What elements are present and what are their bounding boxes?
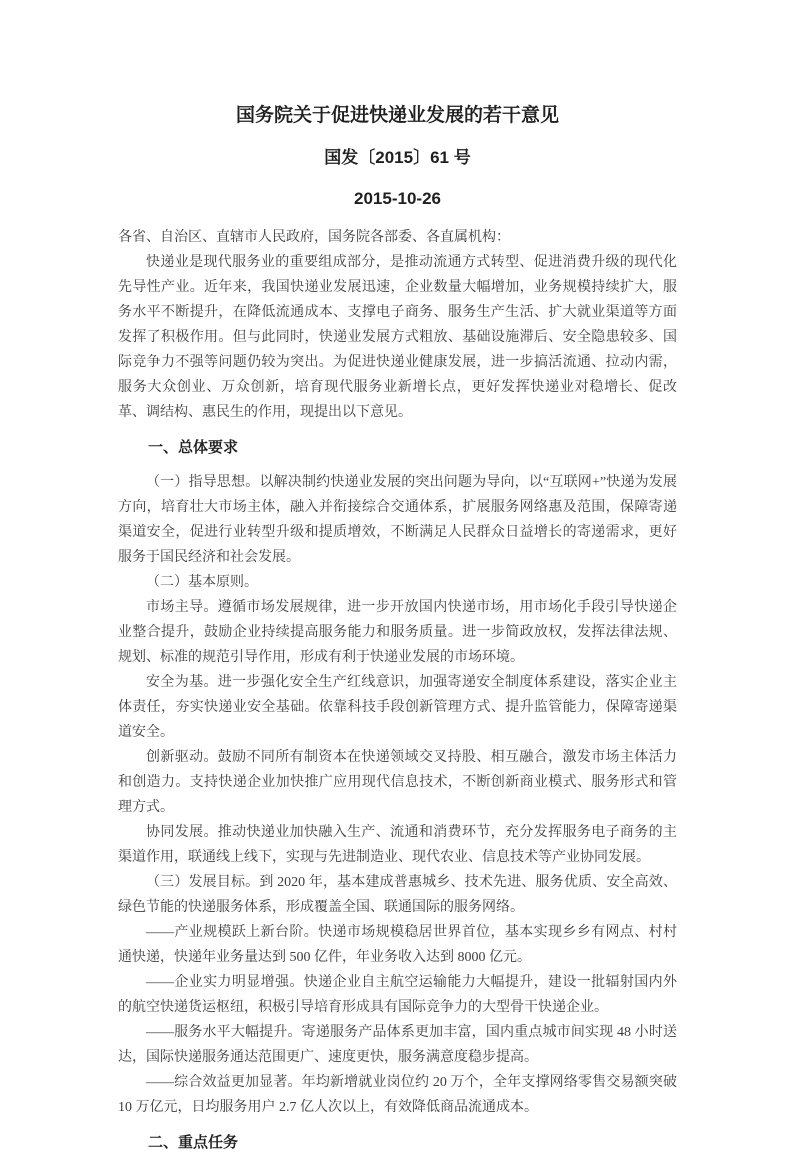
paragraph-market-led: 市场主导。遵循市场发展规律，进一步开放国内快递市场，用市场化手段引导快递企业整合提升，鼓励企业持续提高服务能力和服务质量。进一步简政放权，发挥法律法规、规划、标准的规范引导作用，形成有利于快递业发展的市场环境。 [118,600,677,665]
paragraph-safety-based: 安全为基。进一步强化安全生产红线意识，加强寄递安全制度体系建设，落实企业主体责任，夯实快递业安全基础。依靠科技手段创新管理方式、提升监管能力，保障寄递渠道安全。 [118,675,677,740]
paragraph-guiding-ideology: （一）指导思想。以解决制约快递业发展的突出问题为导向，以“互联网+”快递为发展方向，培育壮大市场主体，融入并衔接综合交通体系，扩展服务网络惠及范围，保障寄递渠道安全，促进行业转型升级和提质增效，不断满足人民群众日益增长的寄递需求，更好服务于国民经济和社会发展。 [118,475,677,565]
paragraph-coordinated-development: 协同发展。推动快递业加快融入生产、流通和消费环节，充分发挥服务电子商务的主渠道作用，联通线上线下，实现与先进制造业、现代农业、信息技术等产业协同发展。 [118,825,677,865]
paragraph-development-goals: （三）发展目标。到 2020 年，基本建成普惠城乡、技术先进、服务优质、安全高效、绿色节能的快递服务体系，形成覆盖全国、联通国际的服务网络。 [118,875,677,915]
paragraph-goal-enterprise-strength: ——企业实力明显增强。快递企业自主航空运输能力大幅提升，建设一批辐射国内外的航空快递货运枢纽，积极引导培育形成具有国际竞争力的大型骨干快递企业。 [118,975,677,1015]
paragraph-goal-comprehensive-benefits: ——综合效益更加显著。年均新增就业岗位约 20 万个，全年支撑网络零售交易额突破 10 万亿元，日均服务用户 2.7 亿人次以上，有效降低商品流通成本。 [118,1075,677,1115]
salutation-line: 各省、自治区、直辖市人民政府，国务院各部委、各直属机构： [118,230,510,245]
paragraph-basic-principles: （二）基本原则。 [146,575,258,590]
document-title: 国务院关于促进快递业发展的若干意见 [235,105,559,126]
document-date: 2015-10-26 [354,189,441,208]
paragraph-innovation-driven: 创新驱动。鼓励不同所有制资本在快递领域交叉持股、相互融合，激发市场主体活力和创造力。支持快递企业加快推广应用现代信息技术，不断创新商业模式、服务形式和管理方式。 [118,750,677,815]
paragraph-goal-industry-scale: ——产业规模跃上新台阶。快递市场规模稳居世界首位，基本实现乡乡有网点、村村通快递，快递年业务量达到 500 亿件，年业务收入达到 8000 亿元。 [118,925,677,965]
section-heading-overall-requirements: 一、总体要求 [148,439,239,456]
section-heading-key-tasks: 二、重点任务 [148,1134,239,1151]
intro-paragraph: 快递业是现代服务业的重要组成部分，是推动流通方式转型、促进消费升级的现代化先导性产业。近年来，我国快递业发展迅速，企业数量大幅增加，业务规模持续扩大，服务水平不断提升，在降低流通成本、支撑电子商务、服务生产生活、扩大就业渠道等方面发挥了积极作用。但与此同时，快递业发展方式粗放、基础设施滞后、安全隐患较多、国际竞争力不强等问题仍较为突出。为促进快递业健康发展，进一步搞活流通、拉动内需，服务大众创业、万众创新，培育现代服务业新增长点，更好发挥快递业对稳增长、促改革、调结构、惠民生的作用，现提出以下意见。 [118,255,677,420]
document-number: 国发〔2015〕61 号 [324,148,471,167]
paragraph-goal-service-level: ——服务水平大幅提升。寄递服务产品体系更加丰富，国内重点城市间实现 48 小时送达，国际快递服务通达范围更广、速度更快，服务满意度稳步提高。 [118,1025,677,1065]
